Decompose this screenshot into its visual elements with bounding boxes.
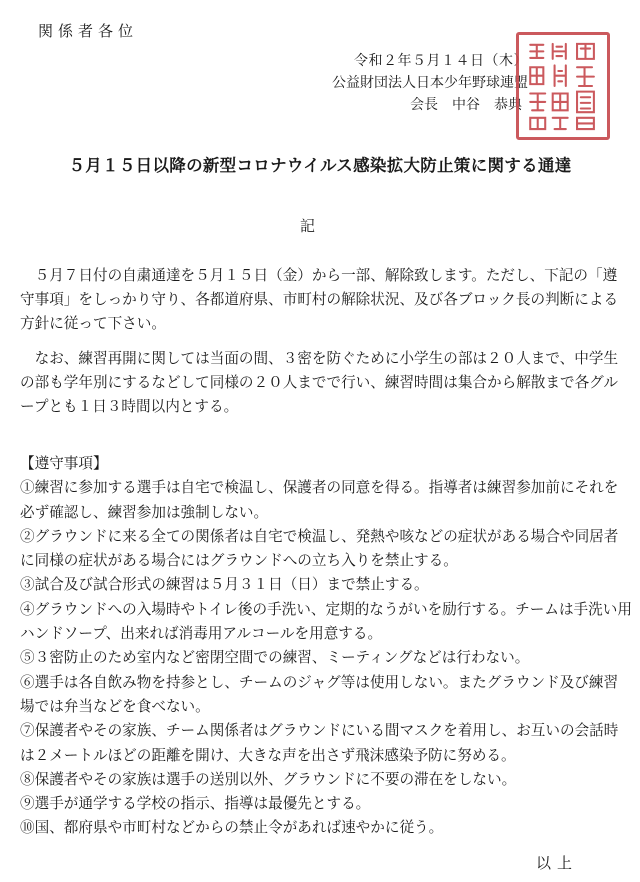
rules-heading: 【遵守事項】	[20, 455, 108, 472]
rule-item-1: ①練習に参加する選手は自宅で検温し、保護者の同意を得る。指導者は練習参加前にそれを必ず確認し、練習参加は強制しない。	[20, 479, 619, 521]
rule-item-5: ⑤３密防止のため室内など密閉空間での練習、ミーティングなどは行わない。	[20, 649, 530, 667]
rule-item-9: ⑨選手が通学する学校の指示、指導は最優先とする。	[20, 795, 371, 813]
document-title: ５月１５日以降の新型コロナウイルス感染拡大防止策に関する通達	[68, 156, 572, 175]
sender-block	[332, 50, 528, 116]
rule-item-7: ⑦保護者やその家族、チーム関係者はグラウンドにいる間マスクを着用し、お互いの会話時は２メートルほどの距離を開け、大きな声を出さず飛沫感染予防に努める。	[20, 722, 619, 764]
addressee: 関係者各位	[38, 22, 139, 40]
paragraph-text: ５月７日付の自粛通達を５月１５日（金）から一部、解除致します。ただし、下記の「遵守事項」をしっかり守り、各都道府県、市町村の解除状況、及び各ブロック長の判断による方針に従って下さい。	[20, 267, 619, 332]
rules-list	[20, 476, 632, 840]
rule-item-8: ⑧保護者やその家族は選手の送別以外、グラウンドに不要の滞在をしない。	[20, 770, 517, 788]
rule-item-10: ⑩国、都府県や市町村などからの禁止令があれば速やかに従う。	[20, 819, 444, 837]
rule-item-6: ⑥選手は各自飲み物を持参とし、チームのジャグ等は使用しない。またグラウンド及び練習場では弁当などを食べない。	[20, 673, 619, 715]
rule-item-4: ④グラウンドへの入場時やトイレ後の手洗い、定期的なうがいを励行する。チームは手洗い用ハンドソープ、出来れば消毒用アルコールを用意する。	[20, 600, 632, 643]
organization-name: 公益財団法人日本少年野球連盟	[332, 75, 528, 91]
closing-mark: 以上	[535, 854, 578, 872]
paragraph-2	[20, 347, 630, 419]
rule-item-3: ③試合及び試合形式の練習は５月３１日（日）まで禁止する。	[20, 576, 429, 594]
seal-stamp-icon	[519, 35, 607, 137]
signer-name: 会長 中谷 恭典	[410, 97, 522, 113]
ki-marker: 記	[300, 217, 316, 235]
issue-date: 令和２年５月１４日（木）	[354, 53, 528, 69]
official-seal	[516, 32, 610, 140]
paragraph-1	[20, 264, 630, 336]
rules-section	[20, 452, 632, 841]
rule-item-2: ②グラウンドに来る全ての関係者は自宅で検温し、発熱や咳などの症状がある場合や同居者に同様の症状がある場合にはグラウンドへの立ち入りを禁止する。	[20, 527, 619, 570]
paragraph-text: なお、練習再開に関しては当面の間、３密を防ぐために小学生の部は２０人まで、中学生の部も学年別にするなどして同様の２０人までで行い、練習時間は集合から解散まで各グループとも１日３時間以内とする。	[20, 350, 619, 415]
